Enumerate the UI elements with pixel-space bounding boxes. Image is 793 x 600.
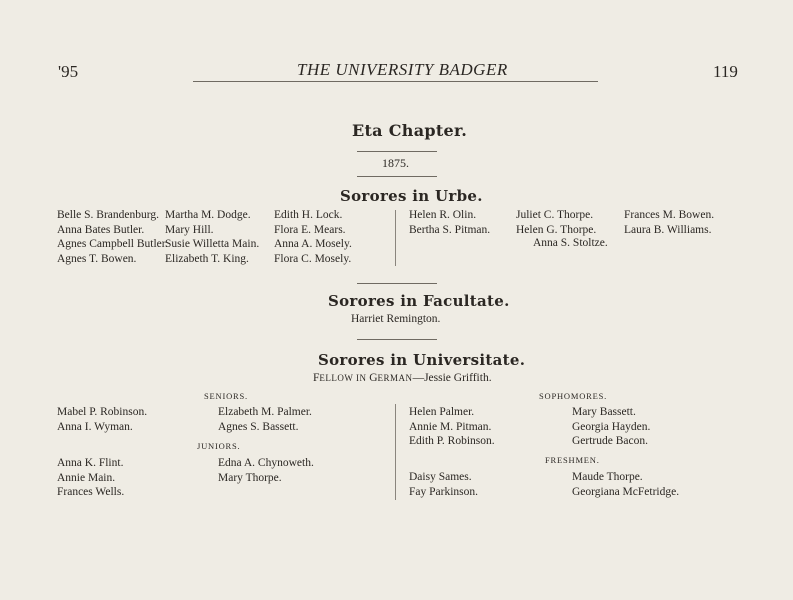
fellow-line: [313, 372, 492, 384]
urbe-column-4: [409, 208, 490, 237]
member-name: Susie Willetta Main.: [165, 238, 260, 251]
member-name: Mary Bassett.: [572, 406, 636, 418]
member-name: Anna S. Stoltze.: [533, 237, 608, 249]
member-name: Annie Main.: [57, 471, 116, 484]
urbe-divider: [395, 210, 396, 266]
urbe-heading: Sorores in Urbe.: [340, 187, 483, 205]
member-name: Edith H. Lock.: [274, 209, 343, 221]
member-name: Edna A. Chynoweth.: [218, 457, 314, 469]
class-label-sophomores: SOPHOMORES.: [539, 391, 608, 401]
member-name: Laura B. Williams.: [624, 223, 712, 236]
member-name: Maude Thorpe.: [572, 471, 643, 483]
urbe-column-2: [165, 208, 259, 266]
member-name: Elizabeth T. King.: [165, 252, 249, 265]
sophomores-right: [572, 405, 650, 449]
member-name: Gertrude Bacon.: [572, 435, 648, 448]
member-name: Anna A. Mosely.: [274, 238, 352, 251]
header-year: '95: [58, 62, 79, 81]
universitate-divider: [395, 404, 396, 500]
member-name: Georgia Hayden.: [572, 420, 651, 433]
member-name: Anna Bates Butler.: [57, 223, 145, 236]
urbe-column-3: [274, 208, 352, 266]
member-name: Juliet C. Thorpe.: [516, 209, 594, 221]
member-name: Fay Parkinson.: [409, 485, 478, 498]
section-rule: [357, 283, 437, 284]
class-label-seniors: SENIORS.: [204, 391, 248, 401]
facultate-heading: Sorores in Facultate.: [328, 292, 510, 310]
member-name: Daisy Sames.: [409, 471, 472, 483]
member-name: Mabel P. Robinson.: [57, 406, 148, 418]
section-rule: [357, 339, 437, 340]
member-name: Frances Wells.: [57, 486, 125, 499]
member-name: Frances M. Bowen.: [624, 209, 715, 221]
header-rule: [193, 81, 598, 82]
member-name: Helen Palmer.: [409, 406, 475, 418]
fellow-prefix: ELLOW IN: [319, 373, 370, 383]
fellow-name: —Jessie Griffith.: [412, 372, 492, 384]
running-title: THE UNIVERSITY BADGER: [297, 60, 508, 79]
member-name: Helen G. Thorpe.: [516, 223, 597, 236]
sophomores-left: [409, 405, 495, 449]
seniors-right: [218, 405, 312, 434]
member-name: Harriet Remington.: [351, 313, 441, 325]
juniors-right: [218, 456, 314, 485]
member-name: Helen R. Olin.: [409, 209, 477, 221]
member-name: Georgiana McFetridge.: [572, 485, 680, 498]
chapter-year: 1875.: [382, 156, 409, 170]
member-name: Bertha S. Pitman.: [409, 223, 491, 236]
member-name: Mary Thorpe.: [218, 471, 282, 484]
member-name: Agnes Campbell Butler.: [57, 238, 168, 251]
fellow-prefix: G: [369, 372, 378, 384]
chapter-year-rule: [357, 176, 437, 177]
chapter-rule: [357, 151, 437, 152]
member-name: Flora C. Mosely.: [274, 252, 352, 265]
fellow-prefix: F: [313, 372, 320, 384]
chapter-title: Eta Chapter.: [352, 121, 468, 140]
class-label-juniors: JUNIORS.: [197, 441, 241, 451]
class-label-freshmen: FRESHMEN.: [545, 455, 600, 465]
member-name: Agnes T. Bowen.: [57, 252, 137, 265]
universitate-heading: Sorores in Universitate.: [318, 351, 526, 369]
juniors-left: [57, 456, 124, 500]
member-name: Elzabeth M. Palmer.: [218, 406, 312, 418]
urbe-column-5: [516, 208, 596, 237]
member-name: Anna I. Wyman.: [57, 420, 133, 433]
member-name: Mary Hill.: [165, 223, 214, 236]
member-name: Annie M. Pitman.: [409, 420, 492, 433]
member-name: Belle S. Brandenburg.: [57, 209, 159, 221]
page-number: 119: [713, 62, 738, 81]
urbe-column-1: [57, 208, 168, 266]
urbe-column-6: [624, 208, 714, 237]
seniors-left: [57, 405, 147, 434]
member-name: Edith P. Robinson.: [409, 435, 495, 448]
member-name: Agnes S. Bassett.: [218, 420, 299, 433]
fellow-prefix: ERMAN: [377, 373, 413, 383]
member-name: Flora E. Mears.: [274, 223, 346, 236]
freshmen-left: [409, 470, 478, 499]
member-name: Anna K. Flint.: [57, 457, 124, 469]
freshmen-right: [572, 470, 679, 499]
member-name: Martha M. Dodge.: [165, 209, 251, 221]
